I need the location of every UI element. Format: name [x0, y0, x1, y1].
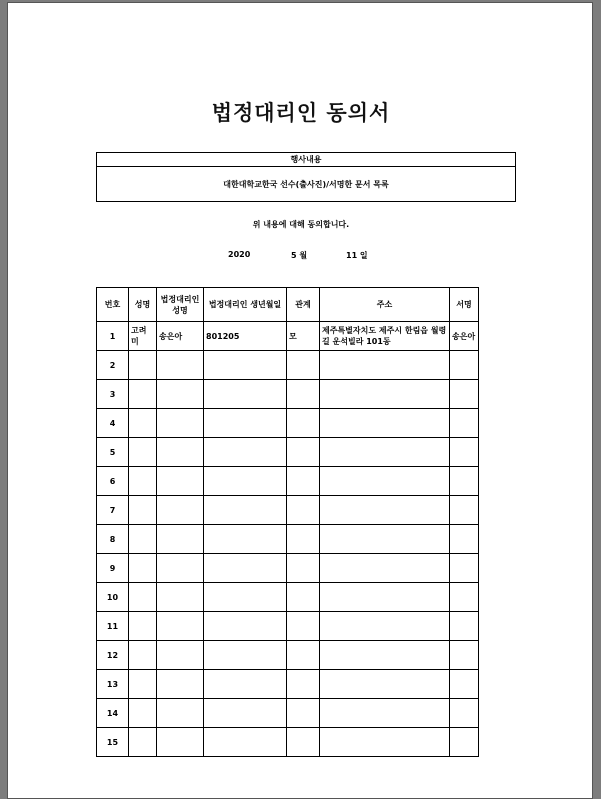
- row-number-cell: 13: [97, 670, 129, 699]
- participant-name-cell: [129, 380, 157, 409]
- address-cell: [320, 496, 450, 525]
- header-address: 주소: [320, 288, 450, 322]
- table-row: [97, 525, 479, 554]
- table-body: [97, 322, 479, 757]
- header-guardian-name: 법정대리인 성명: [157, 288, 204, 322]
- guardian-consent-table: [96, 287, 479, 757]
- header-signature: 서명: [450, 288, 479, 322]
- table-row: [97, 641, 479, 670]
- consent-statement: 위 내용에 대해 동의합니다.: [252, 220, 350, 229]
- header-relation: 관계: [287, 288, 320, 322]
- row-number-cell: 11: [97, 612, 129, 641]
- guardian-name-cell: [157, 496, 204, 525]
- table-row: [97, 583, 479, 612]
- guardian-birthdate-cell: [204, 380, 287, 409]
- row-number-cell: 7: [97, 496, 129, 525]
- signature-cell: [450, 525, 479, 554]
- relation-cell: [287, 699, 320, 728]
- address-cell: [320, 409, 450, 438]
- participant-name-cell: [129, 699, 157, 728]
- guardian-name-cell: [157, 467, 204, 496]
- row-number-cell: 12: [97, 641, 129, 670]
- guardian-name-cell: [157, 641, 204, 670]
- signature-cell: [450, 612, 479, 641]
- address-cell: [320, 583, 450, 612]
- relation-cell: 모: [287, 322, 320, 351]
- table-row: [97, 467, 479, 496]
- participant-name-cell: [129, 496, 157, 525]
- address-cell: [320, 670, 450, 699]
- table-row: [97, 612, 479, 641]
- relation-cell: [287, 670, 320, 699]
- row-number-cell: 4: [97, 409, 129, 438]
- row-number-cell: 5: [97, 438, 129, 467]
- guardian-birthdate-cell: [204, 438, 287, 467]
- row-number-cell: 3: [97, 380, 129, 409]
- document-page: [7, 2, 593, 799]
- row-number-cell: 8: [97, 525, 129, 554]
- guardian-name-cell: [157, 612, 204, 641]
- guardian-birthdate-cell: [204, 496, 287, 525]
- participant-name-cell: [129, 409, 157, 438]
- table-row: [97, 670, 479, 699]
- event-info-header: 행사내용: [97, 153, 515, 167]
- relation-cell: [287, 525, 320, 554]
- signature-cell: [450, 728, 479, 757]
- guardian-name-cell: 송은아: [157, 322, 204, 351]
- event-info-box: [96, 152, 516, 202]
- row-number-cell: 2: [97, 351, 129, 380]
- signature-date: [228, 250, 388, 262]
- guardian-birthdate-cell: [204, 670, 287, 699]
- participant-name-cell: [129, 467, 157, 496]
- guardian-name-cell: [157, 554, 204, 583]
- signature-cell: [450, 554, 479, 583]
- signature-cell: [450, 351, 479, 380]
- signature-cell: [450, 641, 479, 670]
- relation-cell: [287, 467, 320, 496]
- signature-cell: [450, 496, 479, 525]
- guardian-birthdate-cell: [204, 699, 287, 728]
- signature-cell: [450, 699, 479, 728]
- signature-cell: 송은아: [450, 322, 479, 351]
- header-name: 성명: [129, 288, 157, 322]
- date-month: 5 월: [291, 251, 308, 260]
- participant-name-cell: [129, 612, 157, 641]
- guardian-birthdate-cell: [204, 351, 287, 380]
- address-cell: [320, 641, 450, 670]
- guardian-name-cell: [157, 728, 204, 757]
- signature-cell: [450, 409, 479, 438]
- address-cell: [320, 728, 450, 757]
- row-number-cell: 6: [97, 467, 129, 496]
- address-cell: [320, 699, 450, 728]
- table-row: [97, 322, 479, 351]
- guardian-birthdate-cell: [204, 583, 287, 612]
- date-year: 2020: [228, 250, 251, 259]
- relation-cell: [287, 554, 320, 583]
- participant-name-cell: [129, 525, 157, 554]
- guardian-name-cell: [157, 351, 204, 380]
- guardian-name-cell: [157, 380, 204, 409]
- guardian-name-cell: [157, 670, 204, 699]
- relation-cell: [287, 409, 320, 438]
- participant-name-cell: [129, 554, 157, 583]
- relation-cell: [287, 496, 320, 525]
- table-row: [97, 699, 479, 728]
- participant-name-cell: 고려미: [129, 322, 157, 351]
- signature-cell: [450, 380, 479, 409]
- relation-cell: [287, 728, 320, 757]
- guardian-name-cell: [157, 699, 204, 728]
- guardian-name-cell: [157, 525, 204, 554]
- guardian-birthdate-cell: [204, 728, 287, 757]
- signature-cell: [450, 583, 479, 612]
- row-number-cell: 9: [97, 554, 129, 583]
- participant-name-cell: [129, 641, 157, 670]
- row-number-cell: 14: [97, 699, 129, 728]
- relation-cell: [287, 612, 320, 641]
- document-title: 법정대리인 동의서: [211, 101, 391, 125]
- address-cell: [320, 351, 450, 380]
- table-row: [97, 728, 479, 757]
- table-row: [97, 438, 479, 467]
- participant-name-cell: [129, 438, 157, 467]
- address-cell: [320, 438, 450, 467]
- relation-cell: [287, 351, 320, 380]
- table-row: [97, 351, 479, 380]
- address-cell: [320, 467, 450, 496]
- header-guardian-birth: 법정대리인 생년월일: [204, 288, 287, 322]
- guardian-name-cell: [157, 409, 204, 438]
- participant-name-cell: [129, 670, 157, 699]
- guardian-name-cell: [157, 583, 204, 612]
- relation-cell: [287, 583, 320, 612]
- address-cell: [320, 380, 450, 409]
- table-row: [97, 496, 479, 525]
- table-row: [97, 554, 479, 583]
- guardian-name-cell: [157, 438, 204, 467]
- table-header-row: [97, 288, 479, 322]
- relation-cell: [287, 380, 320, 409]
- participant-name-cell: [129, 728, 157, 757]
- row-number-cell: 1: [97, 322, 129, 351]
- table-row: [97, 409, 479, 438]
- address-cell: [320, 554, 450, 583]
- signature-cell: [450, 467, 479, 496]
- signature-cell: [450, 670, 479, 699]
- guardian-birthdate-cell: [204, 409, 287, 438]
- participant-name-cell: [129, 583, 157, 612]
- guardian-birthdate-cell: 801205: [204, 322, 287, 351]
- address-cell: [320, 525, 450, 554]
- signature-cell: [450, 438, 479, 467]
- table-row: [97, 380, 479, 409]
- address-cell: [320, 612, 450, 641]
- guardian-birthdate-cell: [204, 467, 287, 496]
- row-number-cell: 10: [97, 583, 129, 612]
- row-number-cell: 15: [97, 728, 129, 757]
- event-info-body: 대한대학교한국 선수(출사진)/서명한 문서 목록: [223, 180, 389, 189]
- guardian-birthdate-cell: [204, 554, 287, 583]
- relation-cell: [287, 641, 320, 670]
- guardian-birthdate-cell: [204, 641, 287, 670]
- address-cell: 제주특별자치도 제주시 한림읍 월령길 운석빌라 101동: [320, 322, 450, 351]
- guardian-birthdate-cell: [204, 612, 287, 641]
- header-no: 번호: [97, 288, 129, 322]
- relation-cell: [287, 438, 320, 467]
- date-day: 11 일: [346, 251, 368, 260]
- participant-name-cell: [129, 351, 157, 380]
- guardian-birthdate-cell: [204, 525, 287, 554]
